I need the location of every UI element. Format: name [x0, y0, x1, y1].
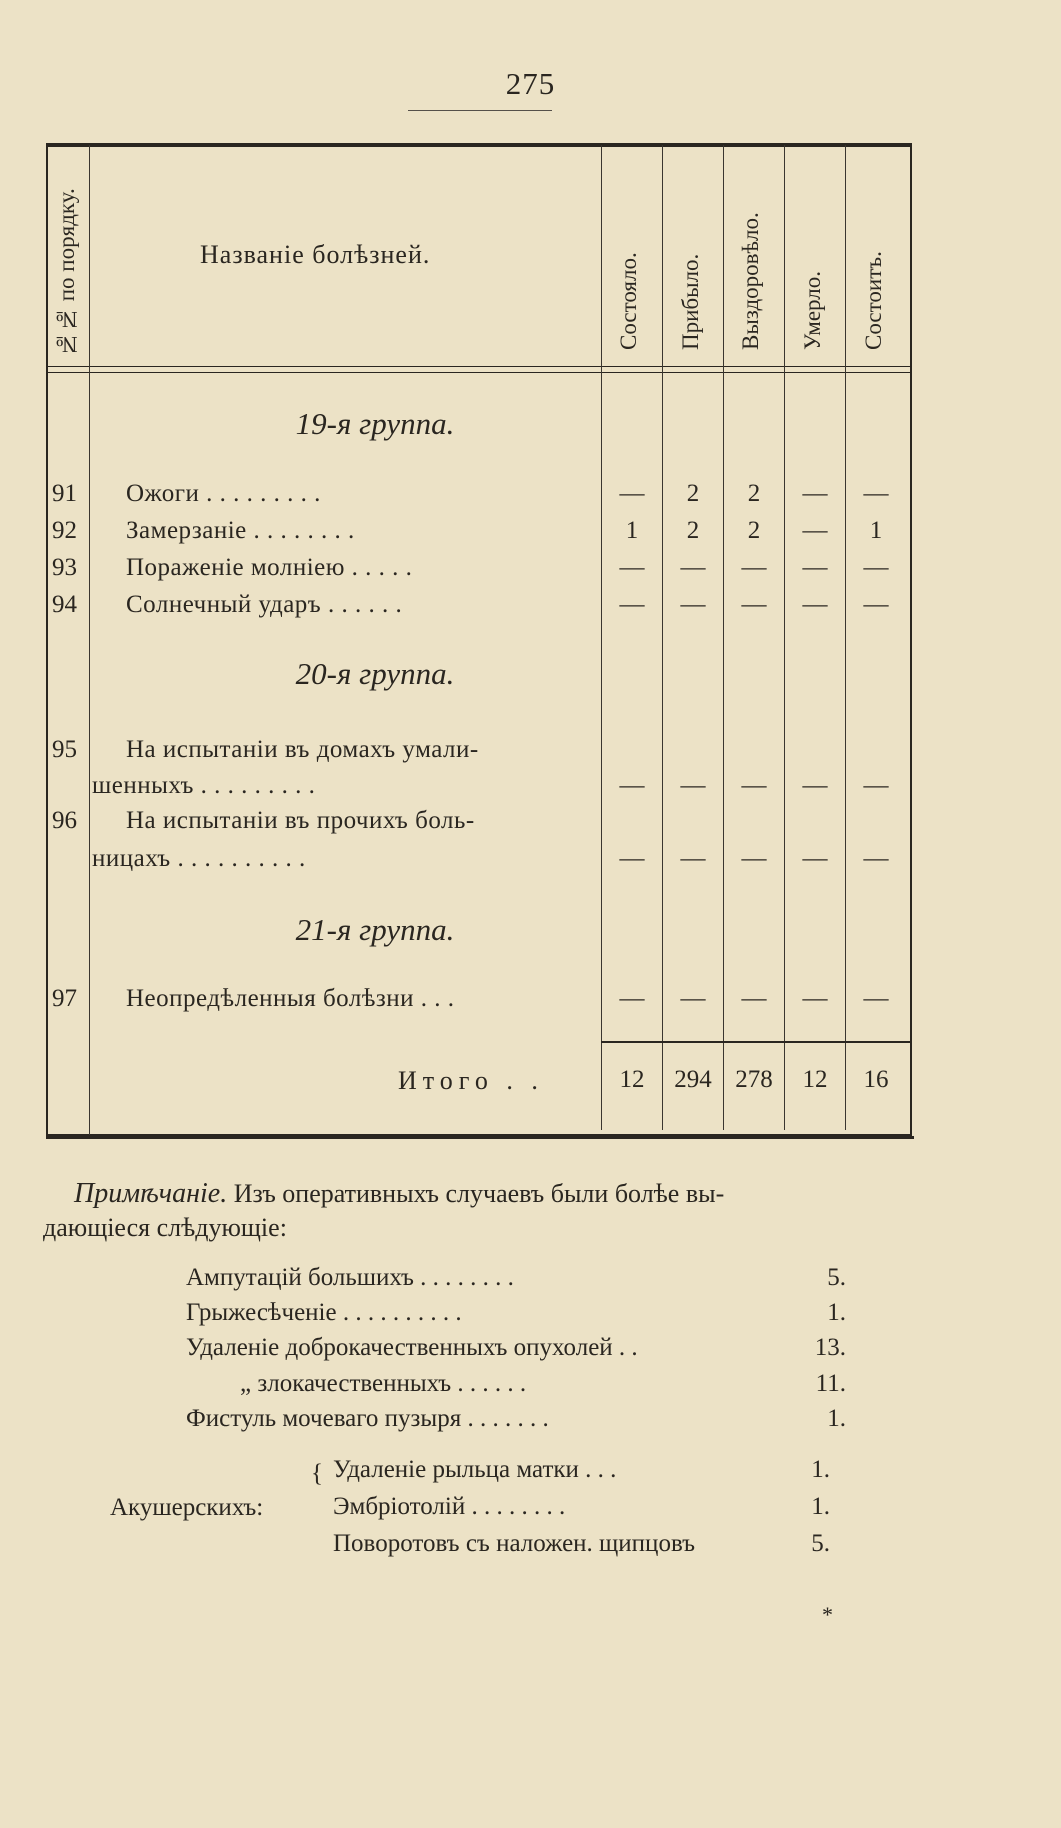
- page-number: 275: [505, 66, 556, 101]
- table-cell: —: [680, 554, 706, 581]
- row-disease-name: Ожоги . . . . . . . . .: [126, 480, 321, 507]
- column-rule-1: [601, 145, 602, 1130]
- operation-value: 11.: [815, 1370, 846, 1397]
- table-top-rule: [46, 143, 912, 146]
- obstetric-item-value: 1.: [811, 1456, 830, 1483]
- column-rule-5: [845, 145, 846, 1130]
- page-number-rule: [408, 110, 552, 111]
- obstetric-item-value: 1.: [811, 1493, 830, 1520]
- row-number: 97: [52, 985, 77, 1012]
- header-separator: [48, 366, 910, 373]
- table-cell: —: [802, 554, 828, 581]
- table-cell: —: [863, 591, 889, 618]
- table-cell: —: [802, 845, 828, 872]
- footer-asterisk: *: [822, 1602, 833, 1627]
- row-disease-name: На испытаніи въ прочихъ боль-: [126, 807, 475, 834]
- operation-value: 1.: [827, 1299, 846, 1326]
- total-cell: 16: [863, 1066, 889, 1093]
- table-cell: —: [741, 772, 767, 799]
- obstetric-item-label: Эмбріотолій . . . . . . . .: [333, 1493, 566, 1520]
- table-cell: —: [619, 845, 645, 872]
- table-cell: —: [863, 554, 889, 581]
- operation-value: 13.: [814, 1334, 846, 1361]
- note-first-line: [74, 1178, 724, 1210]
- table-cell: —: [863, 985, 889, 1012]
- total-rule: [601, 1041, 910, 1043]
- table-cell: —: [802, 985, 828, 1012]
- table-bottom-rule: [46, 1136, 914, 1139]
- total-cell: 12: [619, 1066, 645, 1093]
- operation-label: Удаленіе доброкачественныхъ опухолей . .: [186, 1334, 638, 1361]
- obstetric-brace: {: [311, 1460, 323, 1487]
- note-title: Примѣчаніе.: [74, 1178, 228, 1209]
- row-disease-name: Замерзаніе . . . . . . . .: [126, 517, 355, 544]
- operation-label: Фистуль мочеваго пузыря . . . . . . .: [186, 1405, 549, 1432]
- row-disease-name: Неопредѣленныя болѣзни . . .: [126, 985, 455, 1012]
- group-title-19: 19-я группа.: [295, 406, 455, 441]
- table-cell: —: [741, 985, 767, 1012]
- column-rule-3: [723, 145, 724, 1130]
- row-number: 95: [52, 736, 77, 763]
- table-cell: —: [802, 772, 828, 799]
- table-cell: 2: [747, 480, 761, 507]
- row-number: 93: [52, 554, 77, 581]
- row-number: 94: [52, 591, 77, 618]
- header-col-5: Состоитъ.: [861, 251, 886, 350]
- header-col-2: Прибыло.: [678, 253, 703, 350]
- operation-label: Ампутацій большихъ . . . . . . . .: [186, 1264, 514, 1291]
- row-disease-name-continued: ницахъ . . . . . . . . . .: [92, 845, 306, 872]
- table-cell: 1: [625, 517, 639, 544]
- total-label: Итого . .: [398, 1066, 544, 1095]
- operation-label: „ злокачественныхъ . . . . . .: [240, 1370, 527, 1397]
- row-number: 96: [52, 807, 77, 834]
- total-cell: 278: [735, 1066, 773, 1093]
- table-cell: —: [680, 772, 706, 799]
- obstetric-item-label: Поворотовъ съ наложен. щипцовъ: [333, 1530, 696, 1557]
- group-title-21: 21-я группа.: [295, 912, 455, 947]
- column-rule-number: [89, 145, 90, 1135]
- table-cell: —: [802, 591, 828, 618]
- table-cell: —: [802, 517, 828, 544]
- row-number: 92: [52, 517, 77, 544]
- table-cell: —: [741, 845, 767, 872]
- column-rule-2: [662, 145, 663, 1130]
- table-cell: —: [619, 985, 645, 1012]
- table-cell: —: [680, 591, 706, 618]
- table-cell: —: [619, 480, 645, 507]
- table-cell: —: [802, 480, 828, 507]
- header-col-4: Умерло.: [800, 271, 825, 350]
- obstetric-item-label: Удаленіе рыльца матки . . .: [333, 1456, 617, 1483]
- table-cell: 2: [686, 517, 700, 544]
- table-cell: 1: [869, 517, 883, 544]
- header-col-1: Состояло.: [616, 252, 641, 350]
- table-cell: —: [863, 772, 889, 799]
- row-disease-name: Пораженіе молніею . . . . .: [126, 554, 413, 581]
- note-text: Изъ оперативныхъ случаевъ были болѣе вы-: [233, 1179, 725, 1208]
- column-rule-4: [784, 145, 785, 1130]
- table-cell: —: [619, 554, 645, 581]
- obstetric-item-value: 5.: [811, 1530, 830, 1557]
- header-disease-name: Названіе болѣзней.: [200, 240, 431, 269]
- note-text-continued: дающіеся слѣдующіе:: [43, 1213, 287, 1242]
- row-disease-name: Солнечный ударъ . . . . . .: [126, 591, 403, 618]
- operation-value: 1.: [827, 1405, 846, 1432]
- table-cell: —: [619, 591, 645, 618]
- total-cell: 294: [674, 1066, 712, 1093]
- row-disease-name: На испытаніи въ домахъ умали-: [126, 736, 479, 763]
- table-cell: 2: [747, 517, 761, 544]
- table-cell: —: [741, 554, 767, 581]
- group-title-20: 20-я группа.: [295, 656, 455, 691]
- table-cell: —: [863, 845, 889, 872]
- header-number: №№ по порядку.: [54, 188, 79, 357]
- table-cell: 2: [686, 480, 700, 507]
- table-cell: —: [619, 772, 645, 799]
- operation-label: Грыжесѣченіе . . . . . . . . . .: [186, 1299, 462, 1326]
- row-disease-name-continued: шенныхъ . . . . . . . . .: [92, 772, 316, 799]
- table-cell: —: [863, 480, 889, 507]
- table-cell: —: [741, 591, 767, 618]
- obstetric-label: Акушерскихъ:: [110, 1494, 264, 1521]
- table-cell: —: [680, 845, 706, 872]
- operation-value: 5.: [827, 1264, 846, 1291]
- row-number: 91: [52, 480, 77, 507]
- table-cell: —: [680, 985, 706, 1012]
- total-cell: 12: [802, 1066, 828, 1093]
- header-col-3: Выздоровѣло.: [738, 212, 763, 350]
